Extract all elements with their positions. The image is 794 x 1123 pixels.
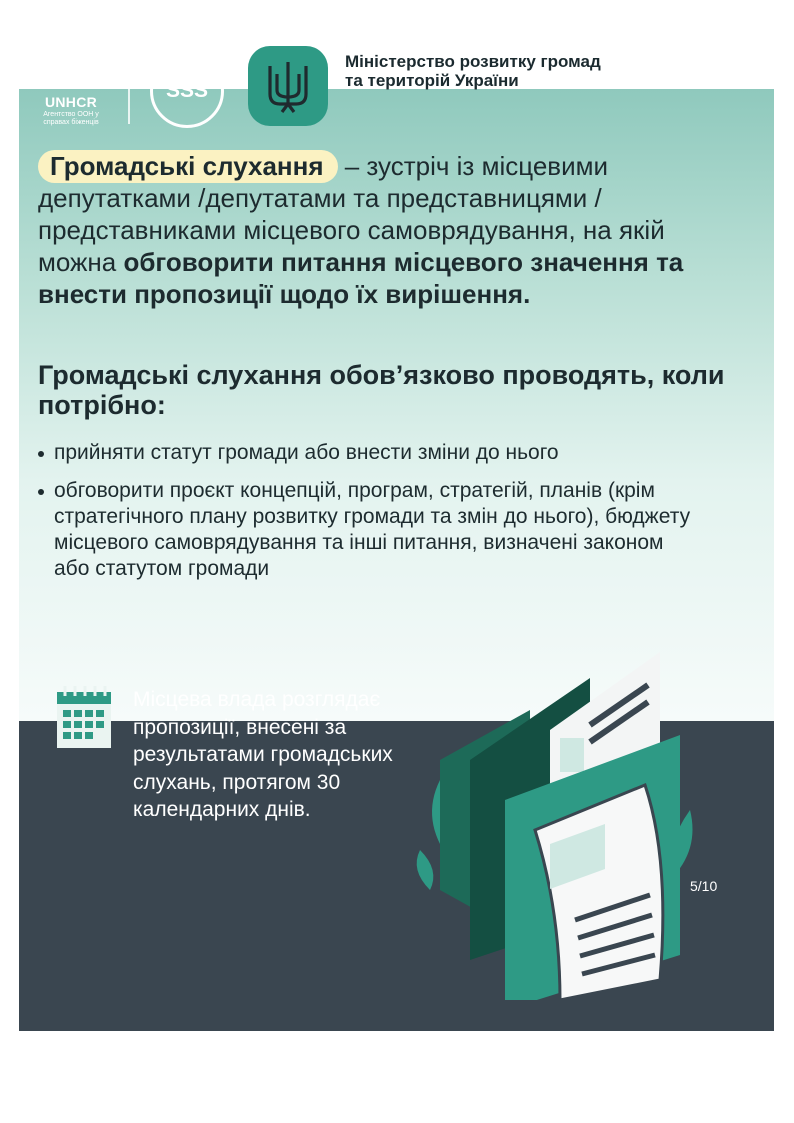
ministry-name: Міністерство розвитку громад та територій України: [345, 52, 601, 90]
unhcr-name: UNHCR: [44, 94, 98, 110]
intro-paragraph: [38, 150, 728, 310]
list-item: обговорити проєкт концепцій, програм, стратегій, планів (крім стратегічного плану розвитку громади та змін до нього), бюджету місцевого самоврядування та інші питання, визначені законом або статутом громади: [38, 478, 698, 582]
logo-divider: [128, 48, 130, 124]
page-number: 5/10: [690, 878, 718, 894]
documents-illustration: [410, 560, 700, 1000]
unhcr-logo-icon: [41, 48, 101, 92]
list-item: прийняти статут громади або внести зміни до нього: [38, 440, 698, 466]
unhcr-logo: [39, 48, 103, 127]
trident-icon: [266, 60, 310, 114]
intro-text: – зустріч із місцевими депутатками /депутатами та представницями / представниками місцевого самоврядування, на якій можна: [38, 151, 665, 277]
term-highlight: Громадські слухання: [38, 150, 338, 183]
calendar-icon: [55, 684, 113, 750]
bottom-note: Місцева влада розглядає пропозиції, внесені за результатами громадських слухань, протягом 30 календарних днів.: [133, 688, 393, 821]
sss-logo-icon: [150, 54, 224, 128]
sss-logo-text: SSS: [165, 79, 209, 102]
ministry-logo: [248, 46, 328, 126]
section-heading: Громадські слухання обов’язково проводять, коли потрібно:: [38, 360, 725, 420]
intro-bold-text: обговорити питання місцевого значення та внести пропозиції щодо їх вирішення.: [38, 247, 684, 309]
unhcr-subtitle: Агентство ООН у справах біженців: [43, 111, 99, 126]
